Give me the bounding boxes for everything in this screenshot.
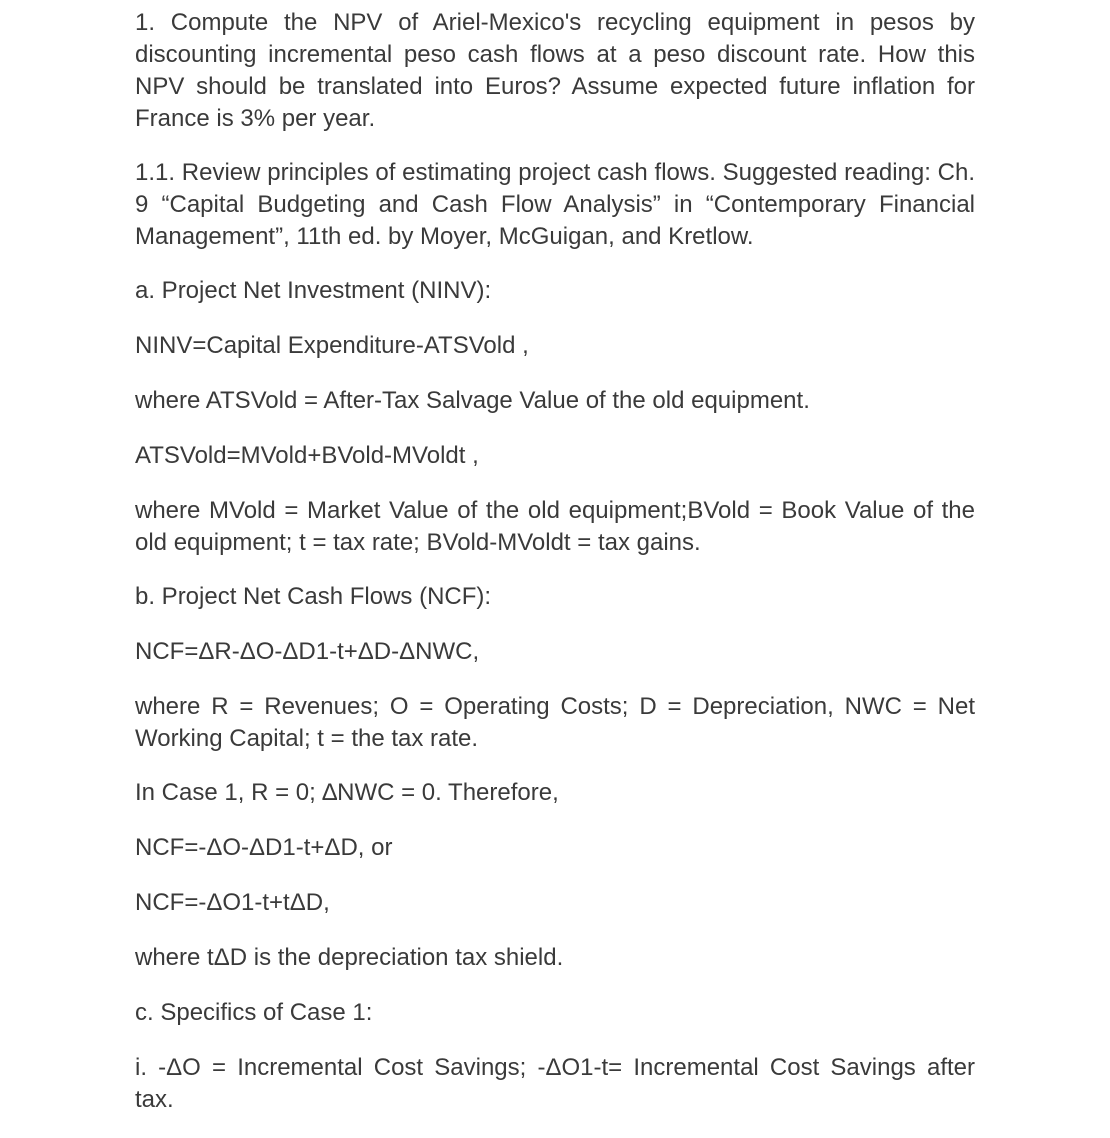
equation-ncf-shield: NCF=-ΔO1-t+tΔD, [135,889,330,916]
where-r: where R = Revenues; O = Operating Costs; D = Depreciation, NWC = Net Working Capital; t = the tax rate. [135,693,975,752]
where-mvold: where MVold = Market Value of the old equipment;BVold = Book Value of the old equipment; t = tax rate; BVold-MVoldt = tax gains. [135,497,975,556]
equation-ncf: NCF=ΔR-ΔO-ΔD1-t+ΔD-ΔNWC, [135,638,480,665]
heading-c: c. Specifics of Case 1: [135,999,373,1026]
question-1: 1. Compute the NPV of Ariel-Mexico's recycling equipment in pesos by discounting incremental peso cash flows at a peso discount rate. How this NPV should be translated into Euros? Assume expected future inflation for France is 3% per year. [135,9,975,132]
heading-a: a. Project Net Investment (NINV): [135,277,492,304]
heading-b: b. Project Net Cash Flows (NCF): [135,583,492,610]
where-shield: where tΔD is the depreciation tax shield. [135,944,564,971]
equation-ncf-case1: NCF=-ΔO-ΔD1-t+ΔD, or [135,834,393,861]
equation-ninv: NINV=Capital Expenditure-ATSVold , [135,332,529,359]
item-i: i. -ΔO = Incremental Cost Savings; -ΔO1-t= Incremental Cost Savings after tax. [135,1054,975,1113]
document-body [135,7,975,1138]
where-atsvold: where ATSVold = After-Tax Salvage Value of the old equipment. [135,387,810,414]
case-1-note: In Case 1, R = 0; ∆NWC = 0. Therefore, [135,779,559,806]
section-1-1: 1.1. Review principles of estimating project cash flows. Suggested reading: Ch. 9 “Capital Budgeting and Cash Flow Analysis” in “Contemporary Financial Management”, 11th ed. by Moyer, McGuigan, and Kretlow. [135,159,975,250]
equation-atsvold: ATSVold=MVold+BVold-MVoldt , [135,442,479,469]
